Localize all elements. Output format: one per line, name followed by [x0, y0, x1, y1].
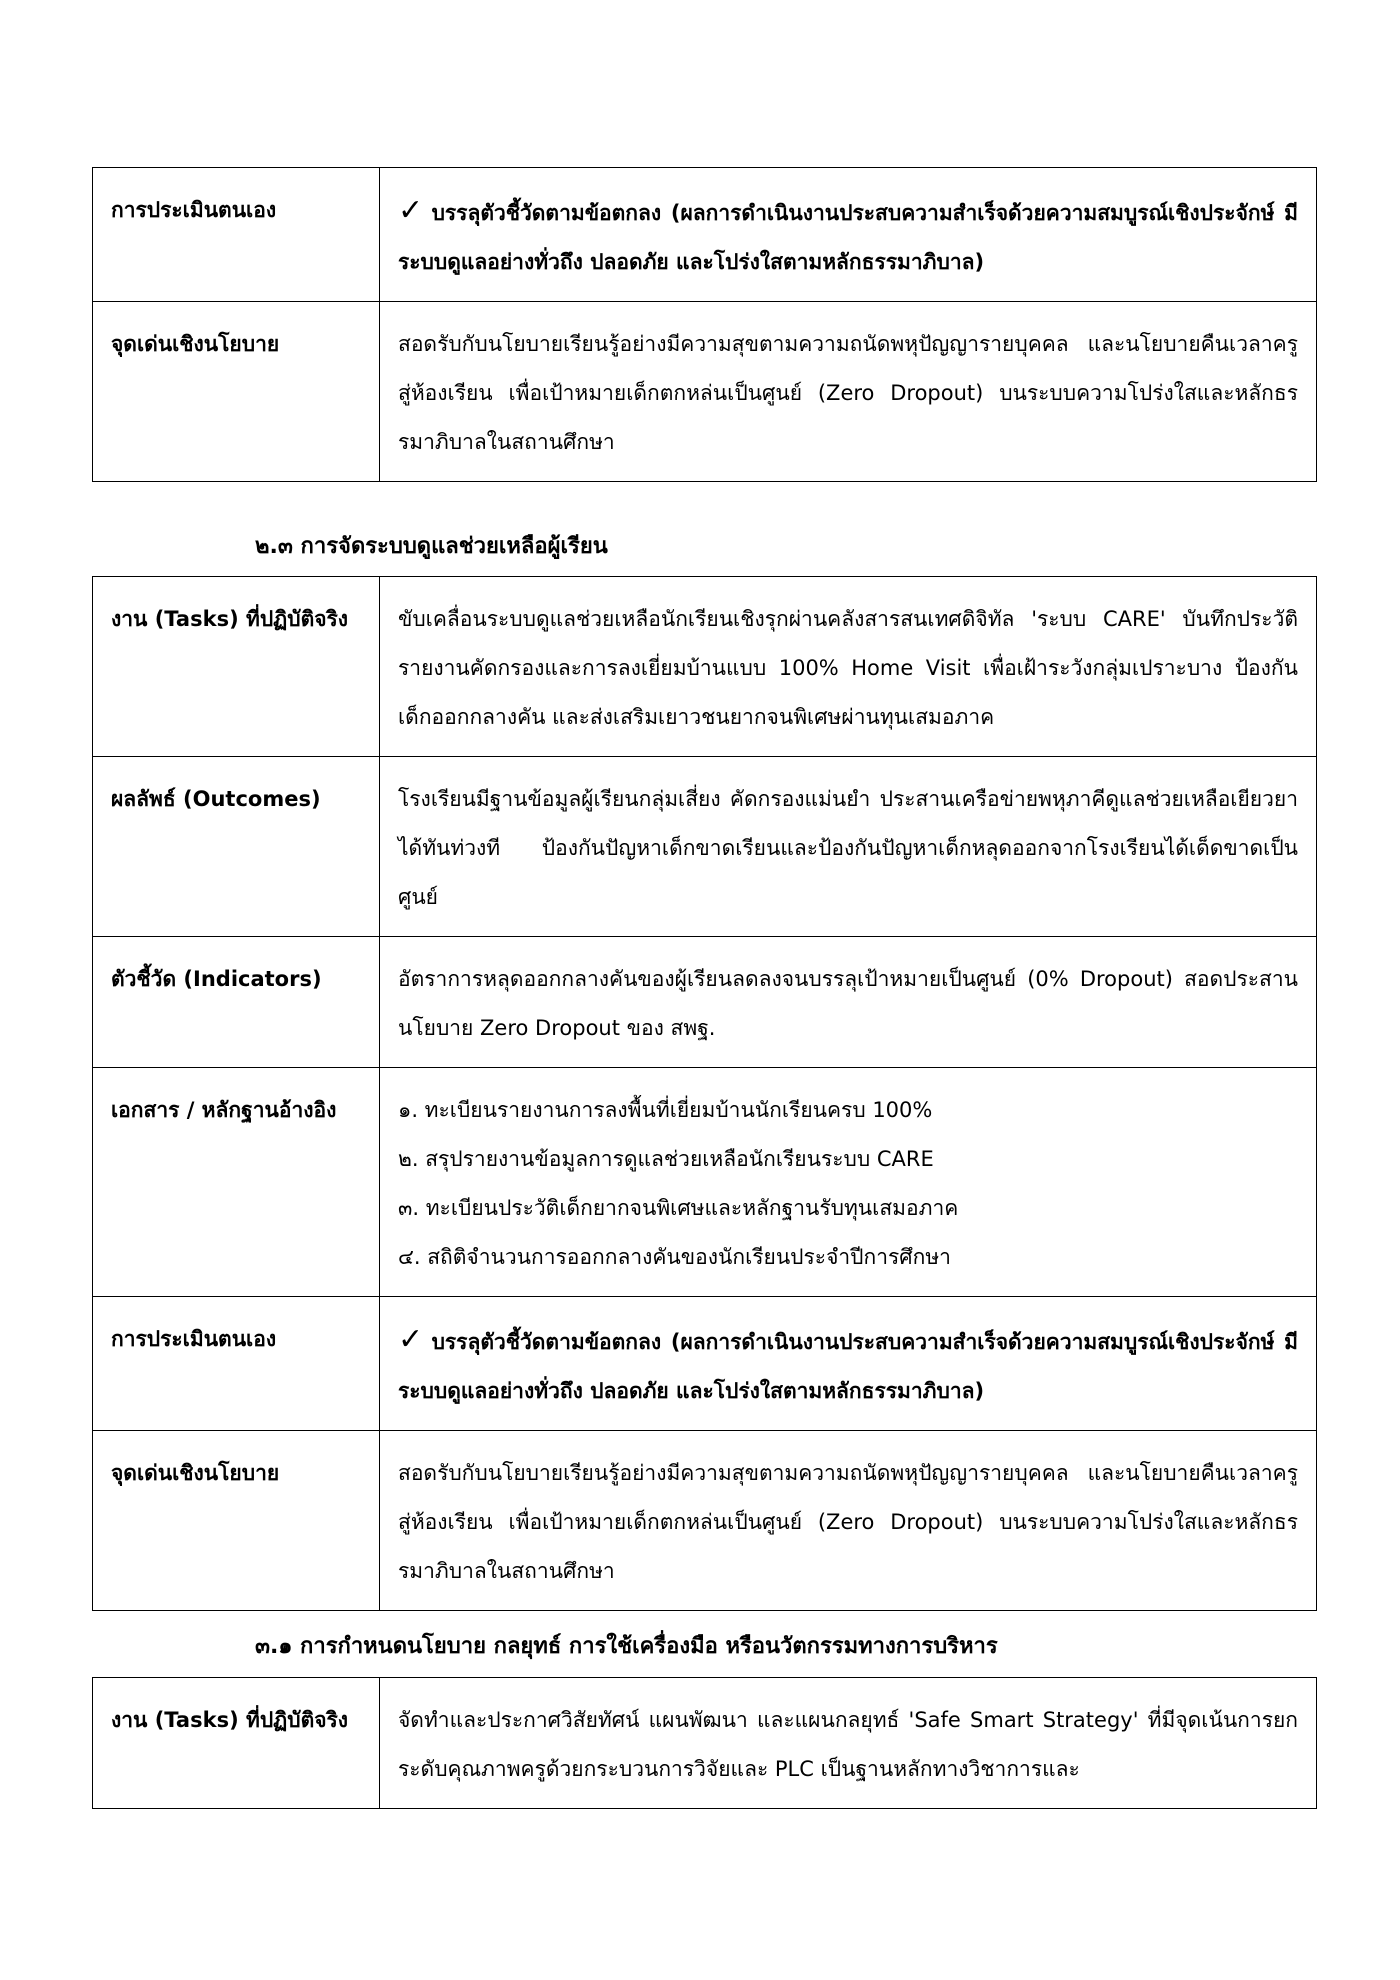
row-label: การประเมินตนเอง: [93, 1297, 380, 1431]
row-content: สอดรับกับนโยบายเรียนรู้อย่างมีความสุขตามความถนัดพหุปัญญารายบุคคล และนโยบายคืนเวลาครูสู่ห้องเรียน เพื่อเป้าหมายเด็กตกหล่นเป็นศูนย์ (Zero Dropout) บนระบบความโปร่งใสและหลักธรรมาภิบาลในสถานศึกษา: [380, 1431, 1317, 1611]
table-row: [93, 577, 1317, 757]
table-row: [93, 937, 1317, 1068]
checkmark-icon: ✓: [398, 193, 426, 228]
row-content: [380, 1297, 1317, 1431]
row-content: จัดทำและประกาศวิสัยทัศน์ แผนพัฒนา และแผนกลยุทธ์ 'Safe Smart Strategy' ที่มีจุดเน้นการยกระดับคุณภาพครูด้วยกระบวนการวิจัยและ PLC เป็นฐานหลักทางวิชาการและ: [380, 1678, 1317, 1809]
row-label: ตัวชี้วัด (Indicators): [93, 937, 380, 1068]
row-label: เอกสาร / หลักฐานอ้างอิง: [93, 1068, 380, 1297]
table-row: [93, 1297, 1317, 1431]
row-content: อัตราการหลุดออกกลางคันของผู้เรียนลดลงจนบรรลุเป้าหมายเป็นศูนย์ (0% Dropout) สอดประสานนโยบาย Zero Dropout ของ สพฐ.: [380, 937, 1317, 1068]
row-label: จุดเด่นเชิงนโยบาย: [93, 302, 380, 482]
section-heading-2-3: ๒.๓ การจัดระบบดูแลช่วยเหลือผู้เรียน: [255, 534, 608, 559]
row-label: งาน (Tasks) ที่ปฏิบัติจริง: [93, 577, 380, 757]
checkmark-icon: ✓: [398, 1322, 426, 1357]
list-item: ๑. ทะเบียนรายงานการลงพื้นที่เยี่ยมบ้านนักเรียนครบ 100%: [398, 1098, 933, 1122]
list-item: ๓. ทะเบียนประวัติเด็กยากจนพิเศษและหลักฐานรับทุนเสมอภาค: [398, 1196, 959, 1220]
table-row: [93, 302, 1317, 482]
row-content: [380, 168, 1317, 302]
policy-strategy-table: [92, 1677, 1317, 1809]
list-item: ๒. สรุปรายงานข้อมูลการดูแลช่วยเหลือนักเรียนระบบ CARE: [398, 1147, 934, 1171]
section-heading-3-1: ๓.๑ การกำหนดนโยบาย กลยุทธ์ การใช้เครื่องมือ หรือนวัตกรรมทางการบริหาร: [255, 1634, 998, 1659]
row-label: จุดเด่นเชิงนโยบาย: [93, 1431, 380, 1611]
self-assessment-text: บรรลุตัวชี้วัดตามข้อตกลง (ผลการดำเนินงานประสบความสำเร็จด้วยความสมบูรณ์เชิงประจักษ์ มีระบบดูแลอย่างทั่วถึง ปลอดภัย และโปร่งใสตามหลักธรรมาภิบาล): [398, 1330, 1299, 1403]
table-row: [93, 1068, 1317, 1297]
assessment-table-top: [92, 167, 1317, 482]
table-row: [93, 757, 1317, 937]
evidence-list: [380, 1068, 1317, 1297]
table-row: [93, 1431, 1317, 1611]
list-item: ๔. สถิติจำนวนการออกกลางคันของนักเรียนประจำปีการศึกษา: [398, 1245, 951, 1269]
row-content: ขับเคลื่อนระบบดูแลช่วยเหลือนักเรียนเชิงรุกผ่านคลังสารสนเทศดิจิทัล 'ระบบ CARE' บันทึกประวัติ รายงานคัดกรองและการลงเยี่ยมบ้านแบบ 100% Home Visit เพื่อเฝ้าระวังกลุ่มเปราะบาง ป้องกันเด็กออกกลางคัน และส่งเสริมเยาวชนยากจนพิเศษผ่านทุนเสมอภาค: [380, 577, 1317, 757]
row-content: สอดรับกับนโยบายเรียนรู้อย่างมีความสุขตามความถนัดพหุปัญญารายบุคคล และนโยบายคืนเวลาครูสู่ห้องเรียน เพื่อเป้าหมายเด็กตกหล่นเป็นศูนย์ (Zero Dropout) บนระบบความโปร่งใสและหลักธรรมาภิบาลในสถานศึกษา: [380, 302, 1317, 482]
row-label: งาน (Tasks) ที่ปฏิบัติจริง: [93, 1678, 380, 1809]
row-label: ผลลัพธ์ (Outcomes): [93, 757, 380, 937]
self-assessment-text: บรรลุตัวชี้วัดตามข้อตกลง (ผลการดำเนินงานประสบความสำเร็จด้วยความสมบูรณ์เชิงประจักษ์ มีระบบดูแลอย่างทั่วถึง ปลอดภัย และโปร่งใสตามหลักธรรมาภิบาล): [398, 201, 1299, 274]
table-row: [93, 168, 1317, 302]
student-care-table: [92, 576, 1317, 1611]
table-row: [93, 1678, 1317, 1809]
row-label: การประเมินตนเอง: [93, 168, 380, 302]
row-content: โรงเรียนมีฐานข้อมูลผู้เรียนกลุ่มเสี่ยง คัดกรองแม่นยำ ประสานเครือข่ายพหุภาคีดูแลช่วยเหลือเยียวยาได้ทันท่วงที ป้องกันปัญหาเด็กขาดเรียนและป้องกันปัญหาเด็กหลุดออกจากโรงเรียนได้เด็ดขาดเป็นศูนย์: [380, 757, 1317, 937]
